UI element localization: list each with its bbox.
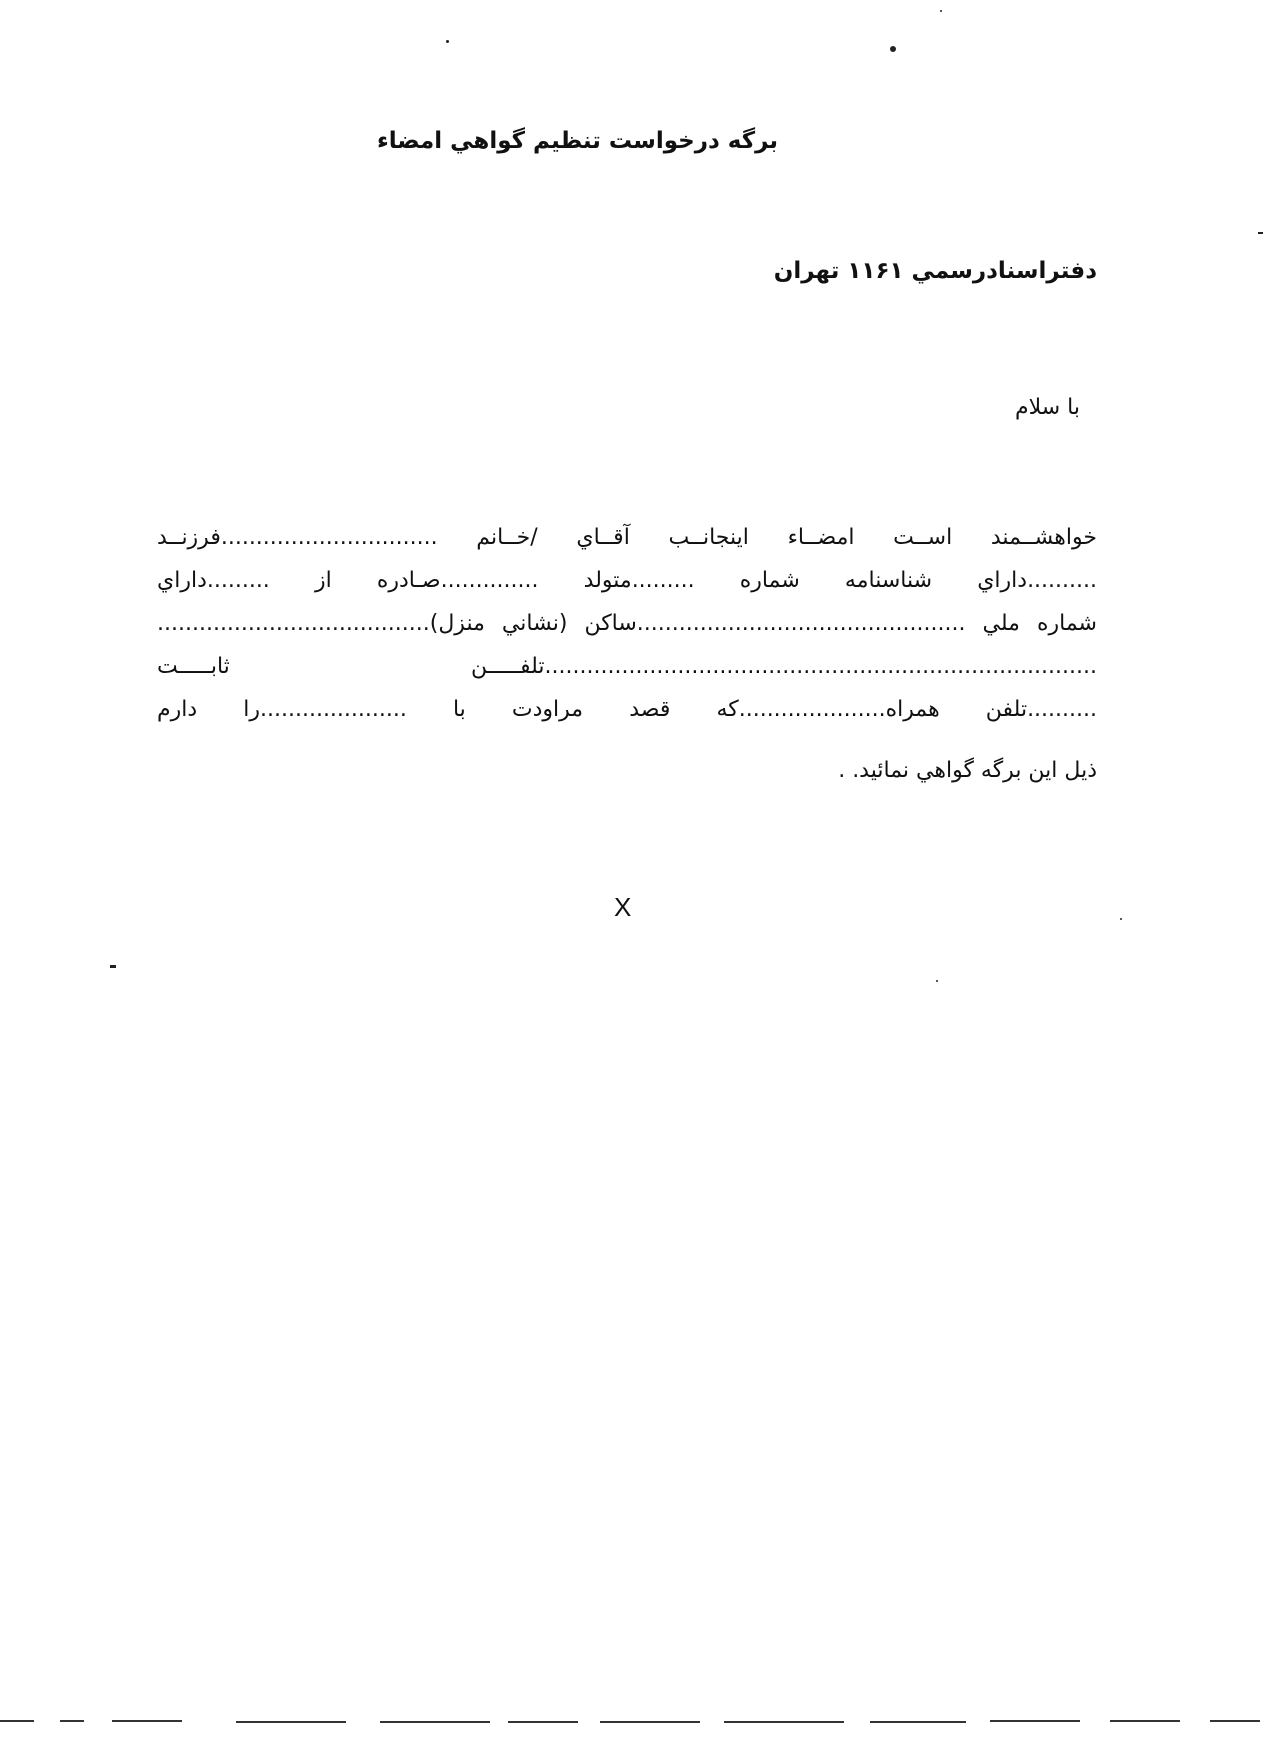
body-line-applicant: خواهشــمند اســت امضــاء اينجانــب آقــاي /خــانم ...............................فرزنــد bbox=[157, 525, 1097, 550]
scan-edge-line bbox=[380, 1721, 490, 1723]
scan-edge-line bbox=[600, 1721, 700, 1723]
scan-speck bbox=[936, 980, 938, 982]
greeting-text: با سلام bbox=[1014, 395, 1080, 420]
scan-edge-line bbox=[870, 1721, 966, 1723]
signature-mark: X bbox=[614, 892, 632, 922]
document-title: برگه درخواست تنظيم گواهي امضاء bbox=[376, 128, 779, 154]
scan-speck bbox=[1120, 918, 1122, 920]
body-line-id-card: ..........داراي شناسنامه شماره .........متولد ..............صـادره از .........داراي bbox=[157, 568, 1097, 593]
scan-speck bbox=[940, 10, 942, 12]
notary-office-name: دفتراسنادرسمي ۱۱۶۱ تهران bbox=[773, 258, 1097, 284]
scan-edge-line bbox=[0, 1720, 34, 1722]
scan-edge-line bbox=[1210, 1720, 1260, 1722]
scan-speck bbox=[110, 965, 116, 968]
scan-edge-line bbox=[508, 1721, 578, 1723]
scan-speck bbox=[446, 40, 449, 43]
scan-edge-line bbox=[1110, 1720, 1180, 1722]
closing-text: ذيل اين برگه گواهي نمائيد. . bbox=[838, 758, 1097, 783]
scan-edge-line bbox=[112, 1720, 182, 1722]
body-line-national-id: شماره ملي ...............................................ساکن (نشاني منزل)....................................... bbox=[157, 611, 1097, 636]
scan-edge-line bbox=[60, 1720, 84, 1722]
scan-edge-line bbox=[724, 1721, 844, 1723]
body-line-landline: ...............................................................................تلفـــــن ثابـــــت bbox=[157, 654, 1097, 679]
scan-edge-line bbox=[236, 1721, 346, 1723]
body-line-mobile: ..........تلفن همراه.....................كه قصد مراودت با .....................را دارم bbox=[157, 697, 1097, 722]
scan-speck bbox=[1258, 232, 1263, 234]
scan-speck bbox=[890, 46, 896, 52]
request-body bbox=[157, 516, 1097, 731]
scan-edge-line bbox=[990, 1720, 1080, 1722]
